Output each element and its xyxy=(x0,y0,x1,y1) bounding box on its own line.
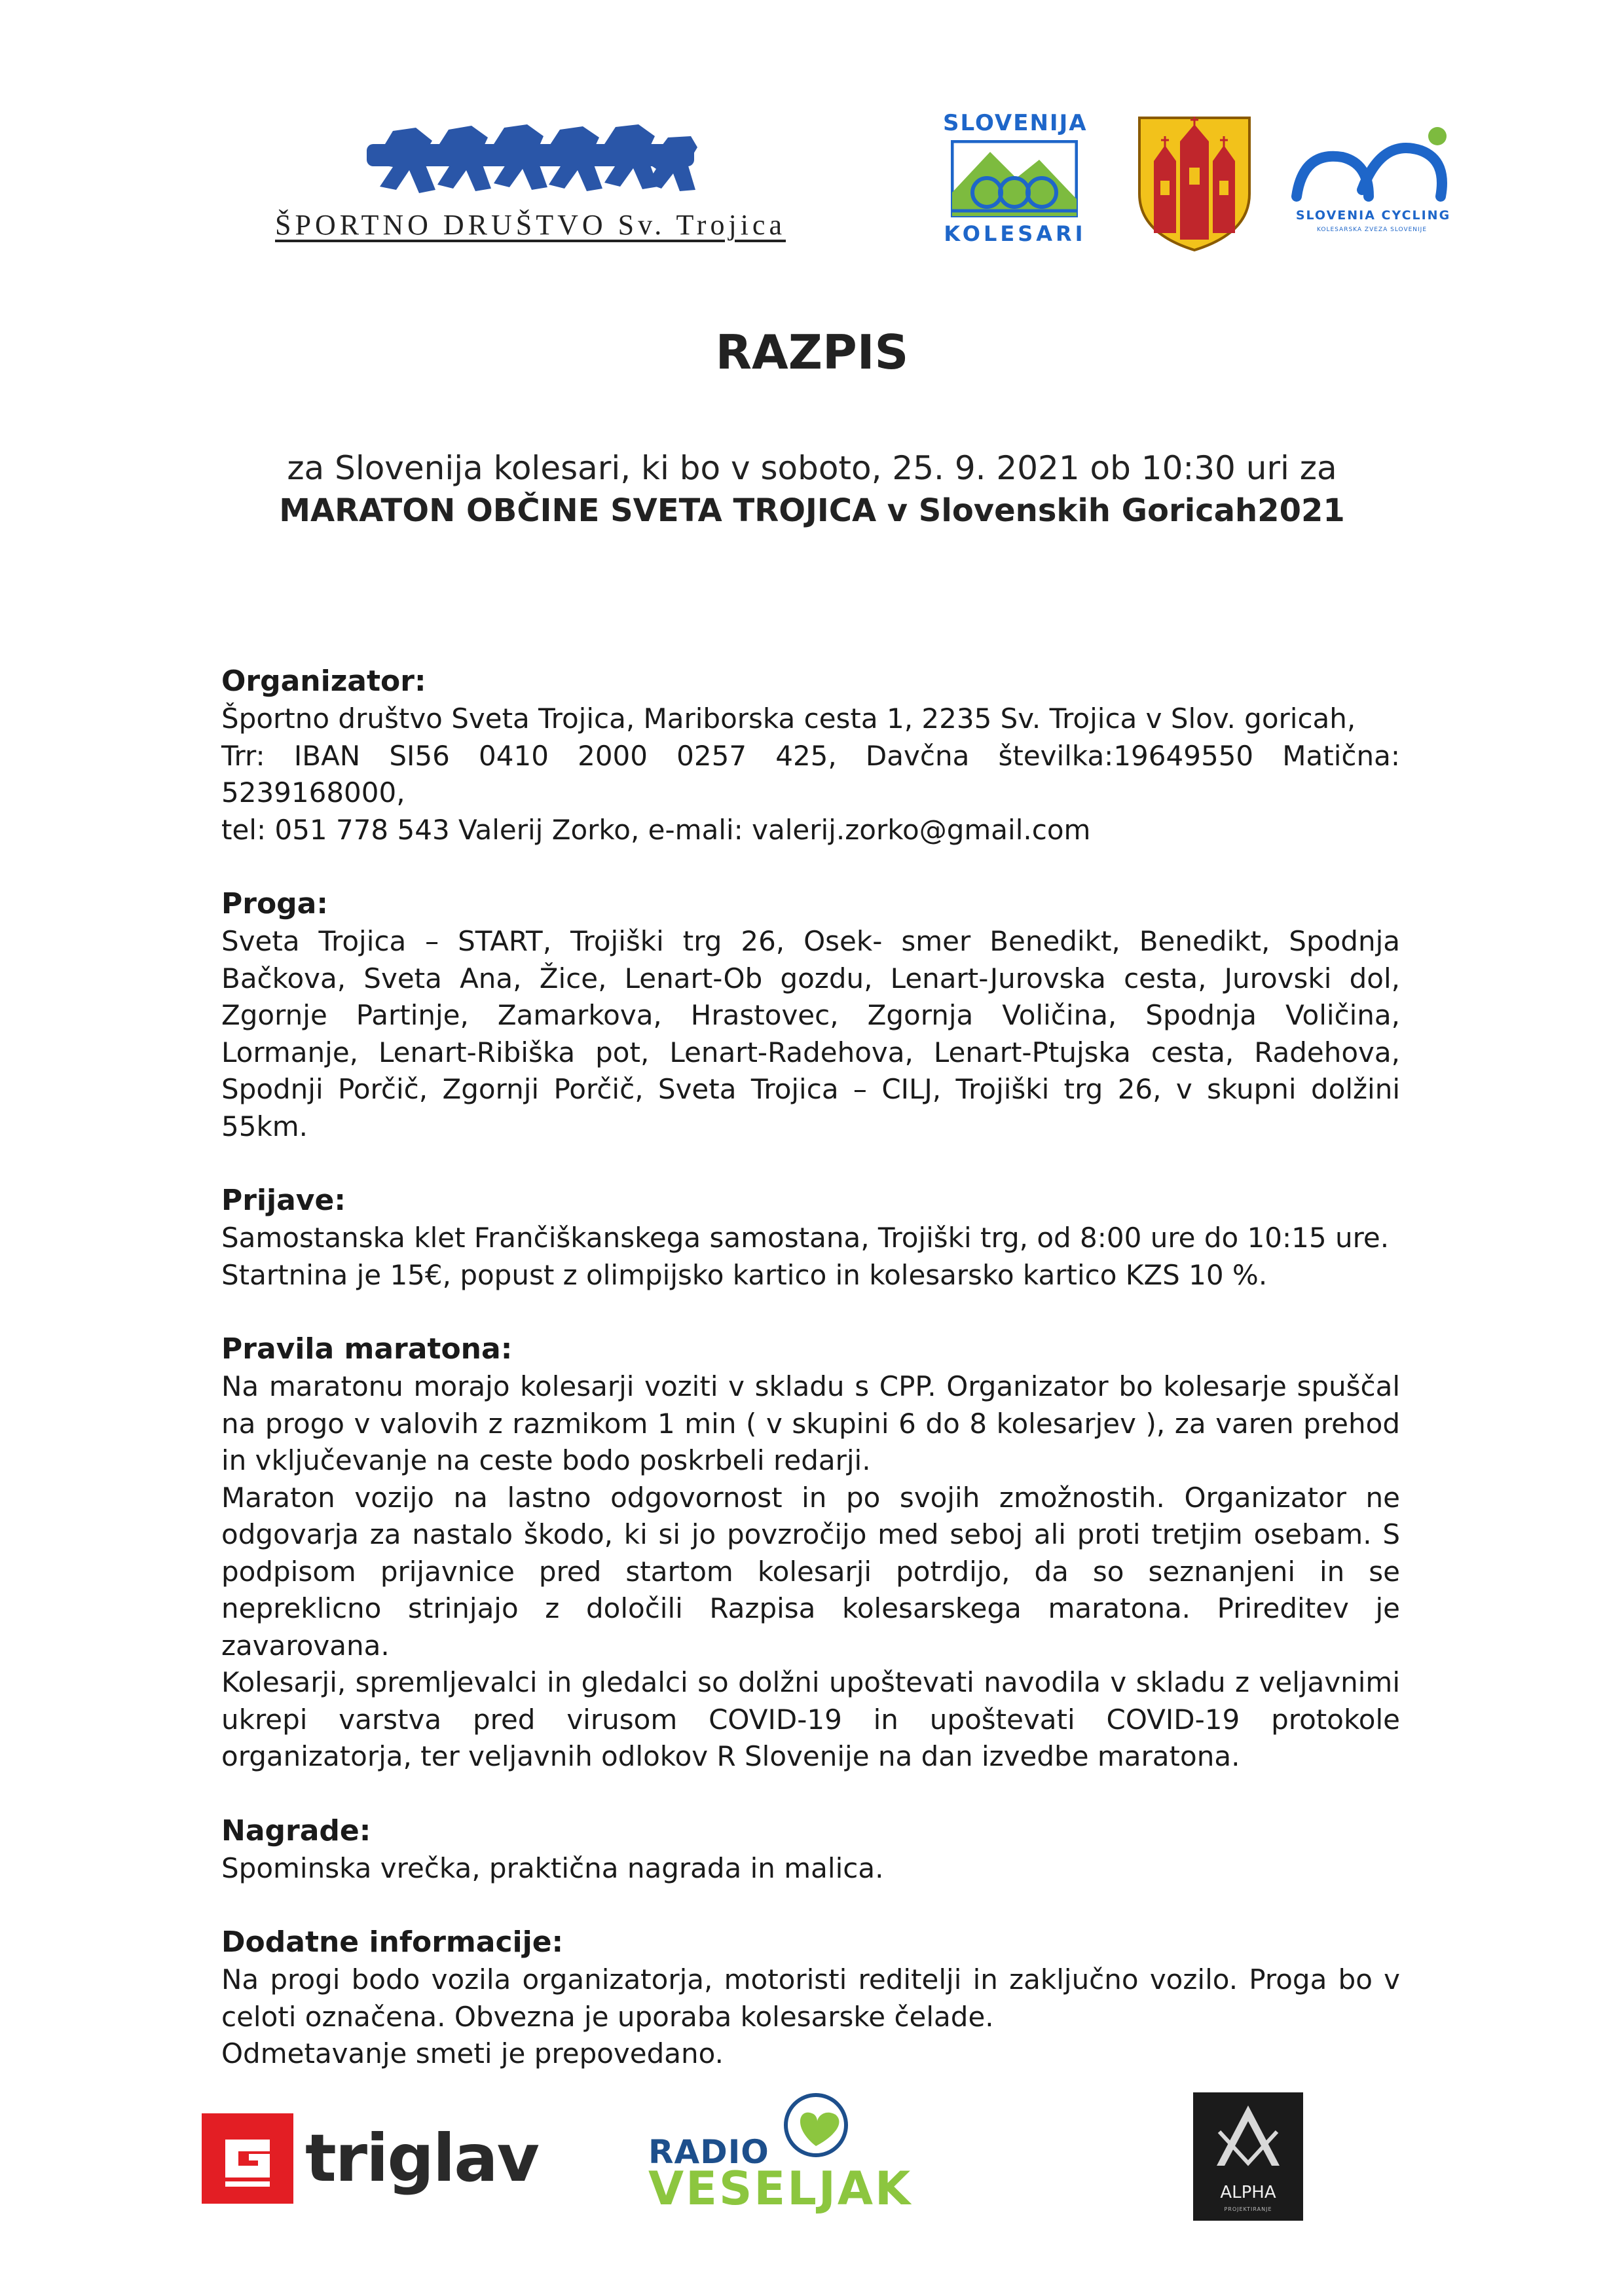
slovenia-cycling-sub: KOLESARSKA ZVEZA SLOVENIJE xyxy=(1316,227,1428,233)
pravila-paragraph: Na maratonu morajo kolesarji voziti v skladu s CPP. Organizator bo kolesarje spuščal na progo v valovih z razmikom 1 min ( v skupini 6 do 8 kolesarjev ), za varen prehod in vključevanje na ceste bodo poskrbeli redarji. xyxy=(221,1370,1400,1476)
document-body xyxy=(221,663,1400,2109)
cycling-swoosh-icon xyxy=(1283,124,1460,210)
organizator-line: Športno društvo Sveta Trojica, Mariborska cesta 1, 2235 Sv. Trojica v Slov. goricah, xyxy=(221,702,1356,735)
alpha-name: ALPHA xyxy=(1220,2183,1276,2202)
section-heading: Dodatne informacije: xyxy=(221,1925,564,1959)
veseljak-label: VESELJAK xyxy=(648,2162,913,2215)
triglav-mark-icon xyxy=(202,2113,293,2204)
section-proga xyxy=(221,885,1400,1145)
section-prijave xyxy=(221,1182,1400,1294)
proga-text: Sveta Trojica – START, Trojiški trg 26, Osek- smer Benedikt, Benedikt, Spodnja Bačkova, Sveta Ana, Žice, Lenart-Ob gozdu, Lenart-Jurovska cesta, Jurovski dol, Zgornje Partinje, Zamarkova, Hrastovec, Zgornja Voličina, Spodnja Voličina, Lormanje, Lenart-Ribiška pot, Lenart-Radehova, Lenart-Ptujska cesta, Radehova, Spodnji Porčič, Zgornji Porčič, Sveta Trojica – CILJ, Trojiški trg 26, v skupni dolžini 55km. xyxy=(221,925,1400,1142)
section-heading: Nagrade: xyxy=(221,1813,371,1848)
organizator-line: Trr: IBAN SI56 0410 2000 0257 425, Davčna številka:19649550 Matična: 5239168000, xyxy=(221,739,1400,809)
pravila-paragraph: Maraton vozijo na lastno odgovornost in po svojih zmožnostih. Organizator ne odgovarja za nastalo škodo, ki si jo povzročijo med seboj ali proti tretjim osebam. S podpisom prijavnice pred startom kolesarji potrdijo, da so seznanjeni in se nepreklicno strinjajo z določili Razpisa kolesarskega maratona. Prireditev je zavarovana. xyxy=(221,1481,1400,1662)
slovenia-cycling-logo xyxy=(1283,124,1460,242)
section-heading: Organizator: xyxy=(221,665,426,698)
section-nagrade xyxy=(221,1812,1400,1887)
section-heading: Proga: xyxy=(221,887,328,920)
club-name: ŠPORTNO DRUŠTVO Sv. Trojica xyxy=(275,209,786,241)
dodatne-paragraph: Odmetavanje smeti je prepovedano. xyxy=(221,2037,724,2069)
coat-of-arms-icon xyxy=(1137,115,1252,253)
prijave-line: Samostanska klet Frančiškanskega samostana, Trojiški trg, od 8:00 ure do 10:15 ure. xyxy=(221,1222,1390,1254)
section-pravila xyxy=(221,1330,1400,1776)
slovenia-cycling-name: SLOVENIA CYCLING xyxy=(1295,208,1451,223)
intro-line-2: MARATON OBČINE SVETA TROJICA v Slovenskih Goricah2021 xyxy=(279,492,1345,529)
runners-logo xyxy=(360,118,701,203)
radio-veseljak-logo xyxy=(648,2088,950,2219)
nagrade-text: Spominska vrečka, praktična nagrada in malica. xyxy=(221,1851,884,1884)
radio-label: RADIO xyxy=(648,2133,769,2171)
triglav-wordmark: triglav xyxy=(305,2120,538,2196)
slovenija-kolesari-logo xyxy=(943,110,1087,254)
section-heading: Prijave: xyxy=(221,1184,346,1217)
section-heading: Pravila maratona: xyxy=(221,1332,513,1366)
section-dodatne xyxy=(221,1923,1400,2073)
alpha-compass-icon xyxy=(1193,2092,1303,2178)
prijave-line: Startnina je 15€, popust z olimpijsko kartico in kolesarsko kartico KZS 10 %. xyxy=(221,1258,1268,1291)
organizator-line: tel: 051 778 543 Valerij Zorko, e-mali: valerij.zorko@gmail.com xyxy=(221,813,1091,846)
slovenija-kolesari-top: SLOVENIJA xyxy=(943,110,1088,136)
alpha-logo xyxy=(1193,2092,1303,2221)
document-title: RAZPIS xyxy=(715,325,909,380)
slovenija-kolesari-bottom: KOLESARI xyxy=(944,221,1086,246)
intro-line-1: za Slovenija kolesari, ki bo v soboto, 25. 9. 2021 ob 10:30 uri za xyxy=(287,449,1337,487)
alpha-sub: PROJEKTIRANJE xyxy=(1224,2206,1272,2212)
dodatne-paragraph: Na progi bodo vozila organizatorja, motoristi reditelji in zaključno vozilo. Proga bo v celoti označena. Obvezna je uporaba kolesarske čelade. xyxy=(221,1963,1400,2033)
club-logo xyxy=(210,118,851,249)
heart-icon xyxy=(779,2088,858,2160)
triglav-logo xyxy=(202,2113,538,2205)
cyclists-logo-icon xyxy=(951,140,1078,217)
pravila-paragraph: Kolesarji, spremljevalci in gledalci so dolžni upoštevati navodila v skladu z veljavnimi ukrepi varstva pred virusom COVID-19 in upoštevati COVID-19 protokole organizatorja, ter veljavnih odlokov R Slovenije na dan izvedbe maratona. xyxy=(221,1666,1400,1772)
section-organizator xyxy=(221,663,1400,848)
